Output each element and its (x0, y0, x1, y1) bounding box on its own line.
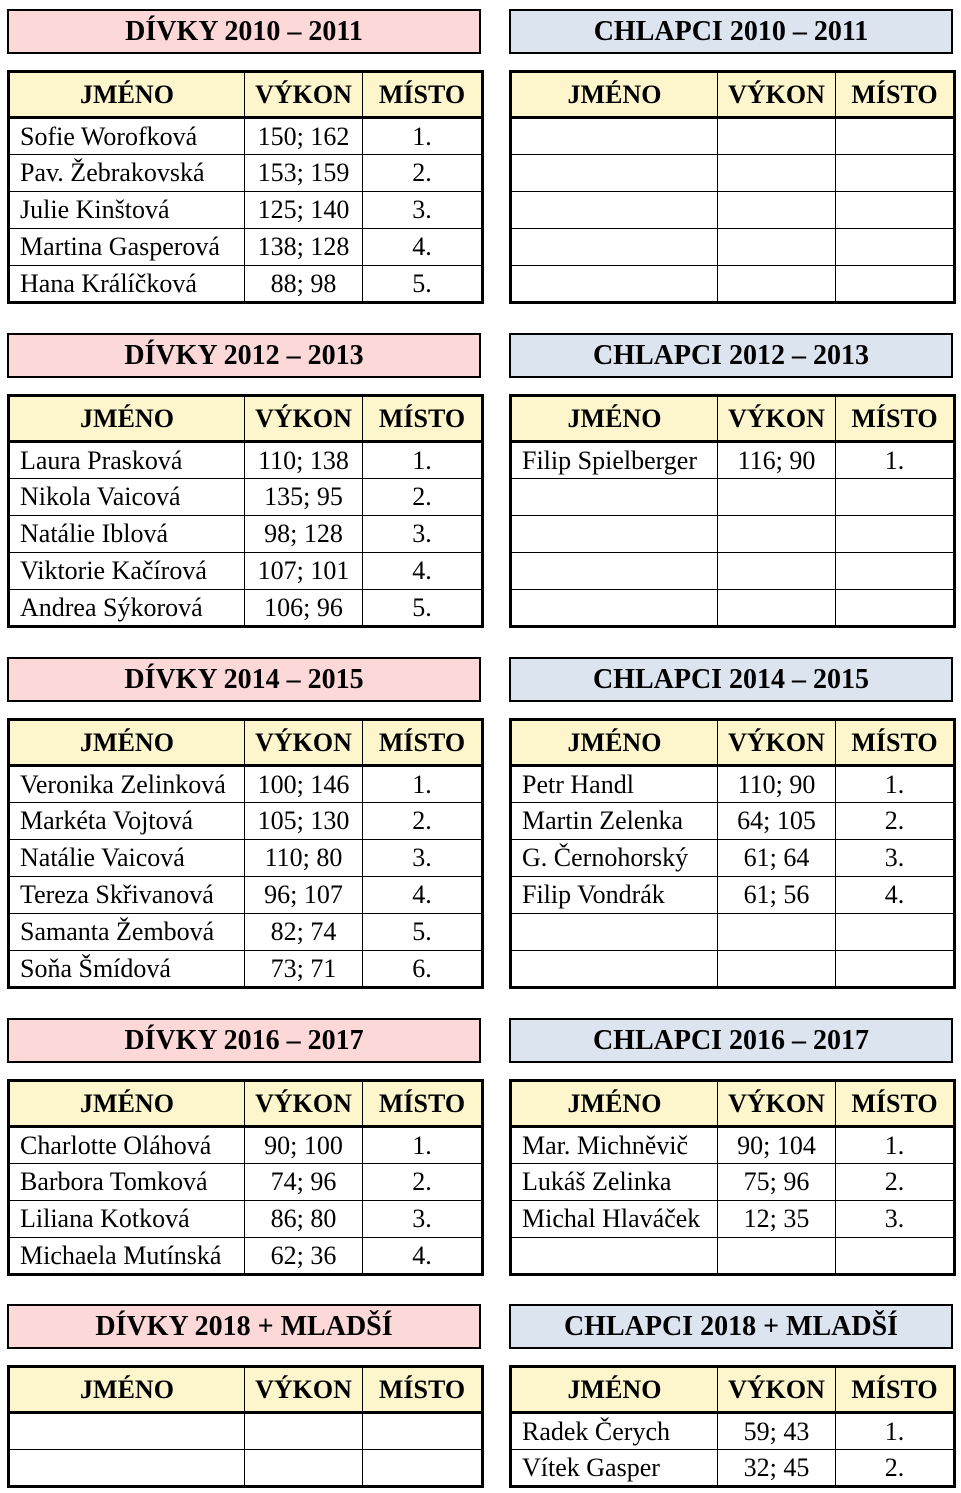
athlete-name (511, 1238, 718, 1275)
athlete-name: Laura Prasková (9, 442, 245, 479)
athlete-name: Martin Zelenka (511, 803, 718, 840)
athlete-name: Lukáš Zelinka (511, 1164, 718, 1201)
place-header: MÍSTO (363, 720, 483, 766)
performance: 153; 159 (245, 155, 363, 192)
place: 1. (363, 766, 483, 803)
results-table (509, 1079, 956, 1276)
performance: 135; 95 (245, 479, 363, 516)
table-row (9, 266, 483, 303)
athlete-name: Mar. Michněvič (511, 1127, 718, 1164)
table-row (9, 803, 483, 840)
place: 3. (363, 840, 483, 877)
performance: 110; 138 (245, 442, 363, 479)
name-header: JMÉNO (9, 72, 245, 118)
place-header: MÍSTO (836, 72, 955, 118)
performance (718, 1238, 836, 1275)
athlete-name: Martina Gasperová (9, 229, 245, 266)
performance (718, 229, 836, 266)
place-header: MÍSTO (836, 396, 955, 442)
performance-header: VÝKON (718, 72, 836, 118)
performance: 107; 101 (245, 553, 363, 590)
place: 2. (363, 1164, 483, 1201)
athlete-name: Tereza Skřivanová (9, 877, 245, 914)
results-table (7, 718, 484, 989)
table-row (511, 1450, 955, 1487)
name-header: JMÉNO (9, 396, 245, 442)
name-header: JMÉNO (511, 72, 718, 118)
performance: 82; 74 (245, 914, 363, 951)
table-row (511, 1127, 955, 1164)
header-row (511, 396, 955, 442)
performance (245, 1450, 363, 1487)
performance-header: VÝKON (245, 720, 363, 766)
section-title: DÍVKY 2010 – 2011 (7, 9, 481, 54)
athlete-name: Pav. Žebrakovská (9, 155, 245, 192)
athlete-name: Veronika Zelinková (9, 766, 245, 803)
name-header: JMÉNO (9, 1081, 245, 1127)
table-row (9, 590, 483, 627)
place (836, 479, 955, 516)
table-row (9, 192, 483, 229)
table-row (511, 266, 955, 303)
performance: 62; 36 (245, 1238, 363, 1275)
table-row (511, 553, 955, 590)
results-table (509, 718, 956, 989)
performance: 138; 128 (245, 229, 363, 266)
name-header: JMÉNO (511, 720, 718, 766)
table-row (9, 1127, 483, 1164)
athlete-name: Radek Čerych (511, 1413, 718, 1450)
athlete-name: Charlotte Oláhová (9, 1127, 245, 1164)
place: 2. (836, 803, 955, 840)
header-row (9, 1081, 483, 1127)
table-row (511, 590, 955, 627)
table-row (511, 766, 955, 803)
table-row (9, 553, 483, 590)
table-row (511, 840, 955, 877)
table-row (511, 118, 955, 155)
performance: 105; 130 (245, 803, 363, 840)
place: 2. (363, 803, 483, 840)
section-title: DÍVKY 2018 + MLADŠÍ (7, 1304, 481, 1349)
place: 3. (363, 1201, 483, 1238)
table-row (9, 516, 483, 553)
athlete-name: Vítek Gasper (511, 1450, 718, 1487)
athlete-name: Petr Handl (511, 766, 718, 803)
place (836, 266, 955, 303)
table-row (511, 229, 955, 266)
athlete-name: Markéta Vojtová (9, 803, 245, 840)
header-row (9, 72, 483, 118)
place-header: MÍSTO (363, 396, 483, 442)
table-row (9, 877, 483, 914)
place: 4. (363, 1238, 483, 1275)
place: 4. (363, 553, 483, 590)
table-row (511, 1201, 955, 1238)
header-row (9, 1367, 483, 1413)
results-table (7, 1079, 484, 1276)
place: 3. (363, 192, 483, 229)
performance (718, 118, 836, 155)
performance (718, 951, 836, 988)
place: 1. (363, 118, 483, 155)
athlete-name (511, 192, 718, 229)
athlete-name: Natálie Vaicová (9, 840, 245, 877)
place (836, 229, 955, 266)
athlete-name: Nikola Vaicová (9, 479, 245, 516)
performance-header: VÝKON (718, 396, 836, 442)
athlete-name (9, 1413, 245, 1450)
table-row (9, 1450, 483, 1487)
place: 1. (363, 1127, 483, 1164)
performance (718, 914, 836, 951)
place: 1. (836, 766, 955, 803)
performance: 125; 140 (245, 192, 363, 229)
table-row (9, 442, 483, 479)
results-table (7, 1365, 484, 1488)
athlete-name: Natálie Iblová (9, 516, 245, 553)
header-row (9, 396, 483, 442)
place: 2. (836, 1450, 955, 1487)
place (363, 1413, 483, 1450)
place (836, 951, 955, 988)
performance: 110; 80 (245, 840, 363, 877)
performance: 116; 90 (718, 442, 836, 479)
section-title: CHLAPCI 2014 – 2015 (509, 657, 953, 702)
results-table (509, 70, 956, 304)
place: 4. (363, 877, 483, 914)
athlete-name: Sofie Worofková (9, 118, 245, 155)
table-row (9, 118, 483, 155)
place-header: MÍSTO (836, 1081, 955, 1127)
table-row (511, 516, 955, 553)
athlete-name: Filip Vondrák (511, 877, 718, 914)
results-table (7, 70, 484, 304)
performance (718, 516, 836, 553)
athlete-name (511, 590, 718, 627)
place: 4. (363, 229, 483, 266)
place: 3. (836, 1201, 955, 1238)
performance-header: VÝKON (718, 1081, 836, 1127)
place (836, 590, 955, 627)
performance: 150; 162 (245, 118, 363, 155)
performance (718, 266, 836, 303)
place (836, 516, 955, 553)
header-row (511, 720, 955, 766)
results-table (509, 394, 956, 628)
performance-header: VÝKON (245, 1367, 363, 1413)
performance: 90; 104 (718, 1127, 836, 1164)
place: 2. (836, 1164, 955, 1201)
table-row (9, 155, 483, 192)
performance: 86; 80 (245, 1201, 363, 1238)
place-header: MÍSTO (363, 1081, 483, 1127)
table-row (9, 479, 483, 516)
place (836, 914, 955, 951)
table-row (511, 803, 955, 840)
athlete-name: Liliana Kotková (9, 1201, 245, 1238)
section-title: CHLAPCI 2012 – 2013 (509, 333, 953, 378)
header-row (511, 1081, 955, 1127)
name-header: JMÉNO (9, 720, 245, 766)
performance (718, 192, 836, 229)
performance: 32; 45 (718, 1450, 836, 1487)
place: 3. (363, 516, 483, 553)
header-row (511, 72, 955, 118)
table-row (511, 192, 955, 229)
athlete-name: Samanta Žembová (9, 914, 245, 951)
table-row (9, 951, 483, 988)
place (836, 118, 955, 155)
athlete-name: Filip Spielberger (511, 442, 718, 479)
table-row (9, 840, 483, 877)
header-row (511, 1367, 955, 1413)
performance: 96; 107 (245, 877, 363, 914)
athlete-name: Soňa Šmídová (9, 951, 245, 988)
place: 2. (363, 155, 483, 192)
results-table (7, 394, 484, 628)
place (836, 1238, 955, 1275)
name-header: JMÉNO (511, 1081, 718, 1127)
results-table (509, 1365, 956, 1488)
place-header: MÍSTO (363, 1367, 483, 1413)
section-title: CHLAPCI 2016 – 2017 (509, 1018, 953, 1063)
table-row (511, 155, 955, 192)
name-header: JMÉNO (511, 1367, 718, 1413)
table-row (511, 1164, 955, 1201)
name-header: JMÉNO (9, 1367, 245, 1413)
performance: 98; 128 (245, 516, 363, 553)
table-row (511, 1413, 955, 1450)
performance: 12; 35 (718, 1201, 836, 1238)
table-row (511, 877, 955, 914)
athlete-name: Barbora Tomková (9, 1164, 245, 1201)
performance: 75; 96 (718, 1164, 836, 1201)
performance: 100; 146 (245, 766, 363, 803)
header-row (9, 720, 483, 766)
performance: 106; 96 (245, 590, 363, 627)
section-title: CHLAPCI 2018 + MLADŠÍ (509, 1304, 953, 1349)
athlete-name: Julie Kinštová (9, 192, 245, 229)
performance: 61; 64 (718, 840, 836, 877)
athlete-name (511, 516, 718, 553)
place: 1. (836, 1127, 955, 1164)
athlete-name (511, 479, 718, 516)
table-row (511, 1238, 955, 1275)
table-row (511, 442, 955, 479)
place: 1. (363, 442, 483, 479)
table-row (511, 914, 955, 951)
athlete-name (511, 266, 718, 303)
table-row (9, 1164, 483, 1201)
place: 5. (363, 590, 483, 627)
performance-header: VÝKON (245, 396, 363, 442)
performance: 59; 43 (718, 1413, 836, 1450)
athlete-name (511, 553, 718, 590)
place: 4. (836, 877, 955, 914)
athlete-name: G. Černohorský (511, 840, 718, 877)
place-header: MÍSTO (836, 720, 955, 766)
table-row (9, 229, 483, 266)
section-title: DÍVKY 2014 – 2015 (7, 657, 481, 702)
table-row (511, 951, 955, 988)
athlete-name (9, 1450, 245, 1487)
table-row (9, 914, 483, 951)
section-title: CHLAPCI 2010 – 2011 (509, 9, 953, 54)
performance (718, 553, 836, 590)
athlete-name (511, 229, 718, 266)
table-row (9, 1201, 483, 1238)
place (836, 553, 955, 590)
performance-header: VÝKON (718, 1367, 836, 1413)
athlete-name: Andrea Sýkorová (9, 590, 245, 627)
place: 6. (363, 951, 483, 988)
performance-header: VÝKON (718, 720, 836, 766)
athlete-name (511, 914, 718, 951)
athlete-name: Viktorie Kačírová (9, 553, 245, 590)
athlete-name: Michal Hlaváček (511, 1201, 718, 1238)
place (836, 192, 955, 229)
place (836, 155, 955, 192)
place: 3. (836, 840, 955, 877)
place-header: MÍSTO (836, 1367, 955, 1413)
athlete-name: Hana Králíčková (9, 266, 245, 303)
athlete-name (511, 118, 718, 155)
performance (245, 1413, 363, 1450)
athlete-name (511, 155, 718, 192)
place: 5. (363, 914, 483, 951)
name-header: JMÉNO (511, 396, 718, 442)
performance: 74; 96 (245, 1164, 363, 1201)
performance: 64; 105 (718, 803, 836, 840)
athlete-name (511, 951, 718, 988)
performance: 88; 98 (245, 266, 363, 303)
place: 1. (836, 1413, 955, 1450)
place: 2. (363, 479, 483, 516)
performance: 110; 90 (718, 766, 836, 803)
performance: 73; 71 (245, 951, 363, 988)
section-title: DÍVKY 2016 – 2017 (7, 1018, 481, 1063)
performance: 90; 100 (245, 1127, 363, 1164)
place-header: MÍSTO (363, 72, 483, 118)
table-row (9, 766, 483, 803)
performance (718, 479, 836, 516)
athlete-name: Michaela Mutínská (9, 1238, 245, 1275)
table-row (9, 1413, 483, 1450)
performance (718, 155, 836, 192)
section-title: DÍVKY 2012 – 2013 (7, 333, 481, 378)
place (363, 1450, 483, 1487)
performance-header: VÝKON (245, 1081, 363, 1127)
performance: 61; 56 (718, 877, 836, 914)
place: 5. (363, 266, 483, 303)
table-row (9, 1238, 483, 1275)
table-row (511, 479, 955, 516)
performance (718, 590, 836, 627)
performance-header: VÝKON (245, 72, 363, 118)
place: 1. (836, 442, 955, 479)
